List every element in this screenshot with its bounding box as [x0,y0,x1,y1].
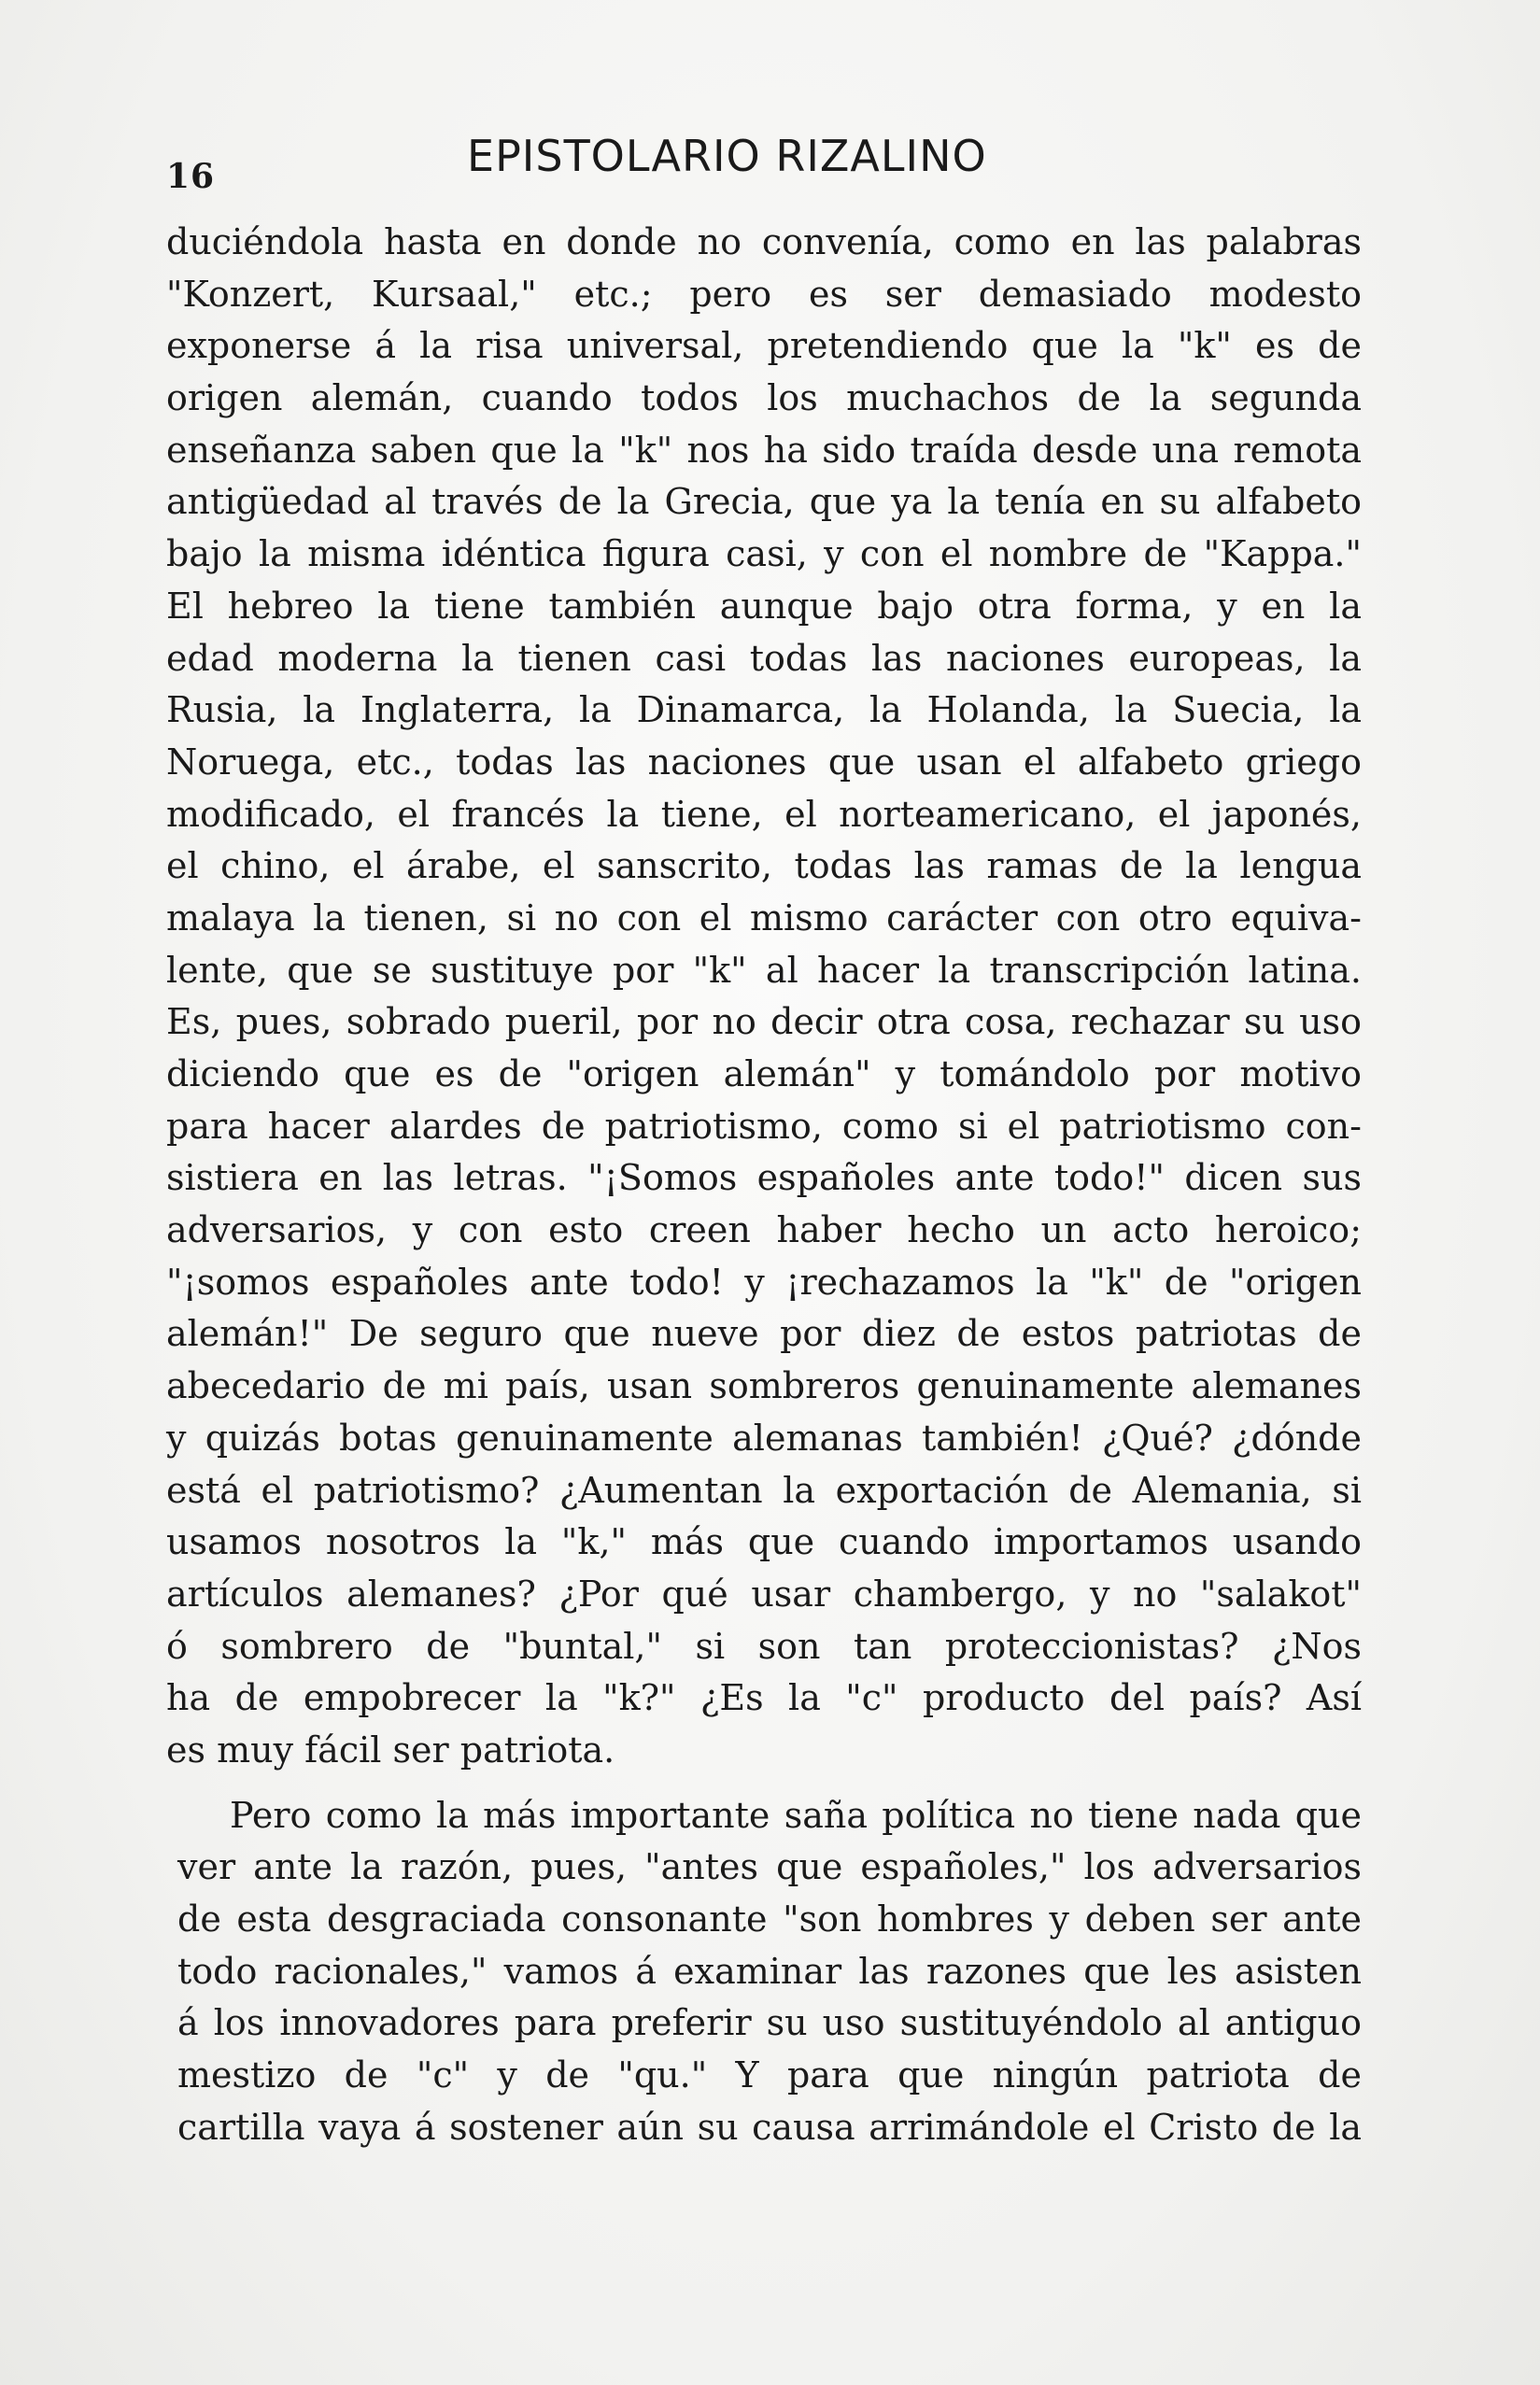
text-line: para hacer alardes de patriotismo, como si el patriotismo con- [166,1105,1362,1147]
text-line: enseñanza saben que la "k" nos ha sido traída desde una remota [166,429,1362,471]
text-line: duciéndola hasta en donde no convenía, como en las palabras [166,221,1362,262]
text-line: ha de empobrecer la "k?" ¿Es la "c" producto del país? Así [166,1677,1362,1719]
text-line: diciendo que es de "origen alemán" y tomándolo por motivo [166,1053,1362,1094]
text-line: el chino, el árabe, el sanscrito, todas las ramas de la lengua [166,845,1362,887]
text-line: bajo la misma idéntica figura casi, y con el nombre de "Kappa." [166,533,1362,575]
text-line: á los innovadores para preferir su uso sustituyéndolo al antiguo [177,2002,1362,2044]
text-line: ó sombrero de "buntal," si son tan proteccionistas? ¿Nos [166,1625,1362,1667]
text-line: modificado, el francés la tiene, el norteamericano, el japonés, [166,793,1362,835]
text-line: ver ante la razón, pues, "antes que españoles," los adversarios [177,1846,1362,1888]
text-line: usamos nosotros la "k," más que cuando importamos usando [166,1521,1362,1563]
text-line: lente, que se sustituye por "k" al hacer la transcripción latina. [166,949,1362,991]
text-line: origen alemán, cuando todos los muchachos de la segunda [166,377,1362,419]
text-line: Rusia, la Inglaterra, la Dinamarca, la Holanda, la Suecia, la [166,689,1362,731]
text-line: Pero como la más importante saña política no tiene nada que [230,1794,1362,1836]
text-line: cartilla vaya á sostener aún su causa arrimándole el Cristo de la [177,2106,1362,2148]
text-line: "Konzert, Kursaal," etc.; pero es ser demasiado modesto [166,273,1362,315]
text-line: todo racionales," vamos á examinar las razones que les asisten [177,1950,1362,1992]
text-line: "¡somos españoles ante todo! y ¡rechazamos la "k" de "origen [166,1261,1362,1303]
paragraph-1 [166,217,1362,1777]
text-line: exponerse á la risa universal, pretendiendo que la "k" es de [166,325,1362,367]
body-text [166,217,1362,2153]
text-line: edad moderna la tienen casi todas las naciones europeas, la [166,637,1362,679]
text-line: antigüedad al través de la Grecia, que ya la tenía en su alfabeto [166,481,1362,523]
paragraph-2 [177,1790,1362,2154]
text-line: malaya la tienen, si no con el mismo carácter con otro equiva- [166,896,1362,938]
text-line: alemán!" De seguro que nueve por diez de estos patriotas de [166,1313,1362,1355]
running-title: EPISTOLARIO RIZALINO [467,131,987,181]
page-header [166,123,1399,196]
text-line: sistiera en las letras. "¡Somos españoles ante todo!" dicen sus [166,1157,1362,1199]
text-line: artículos alemanes? ¿Por qué usar chambergo, y no "salakot" [166,1573,1362,1615]
text-line: El hebreo la tiene también aunque bajo otra forma, y en la [166,585,1362,627]
text-line: y quizás botas genuinamente alemanas también! ¿Qué? ¿dónde [166,1417,1362,1459]
text-line: de esta desgraciada consonante "son hombres y deben ser ante [177,1898,1362,1940]
text-line: mestizo de "c" y de "qu." Y para que ningún patriota de [177,2054,1362,2096]
text-line: está el patriotismo? ¿Aumentan la exportación de Alemania, si [166,1469,1362,1511]
page-number: 16 [166,157,216,196]
paragraph-gap [166,1777,1362,1790]
text-line: Es, pues, sobrado pueril, por no decir otra cosa, rechazar su uso [166,1001,1362,1043]
text-line: adversarios, y con esto creen haber hecho un acto heroico; [166,1209,1362,1251]
text-line: Noruega, etc., todas las naciones que usan el alfabeto griego [166,741,1362,783]
text-line: es muy fácil ser patriota. [166,1729,615,1771]
text-line: abecedario de mi país, usan sombreros genuinamente alemanes [166,1365,1362,1407]
